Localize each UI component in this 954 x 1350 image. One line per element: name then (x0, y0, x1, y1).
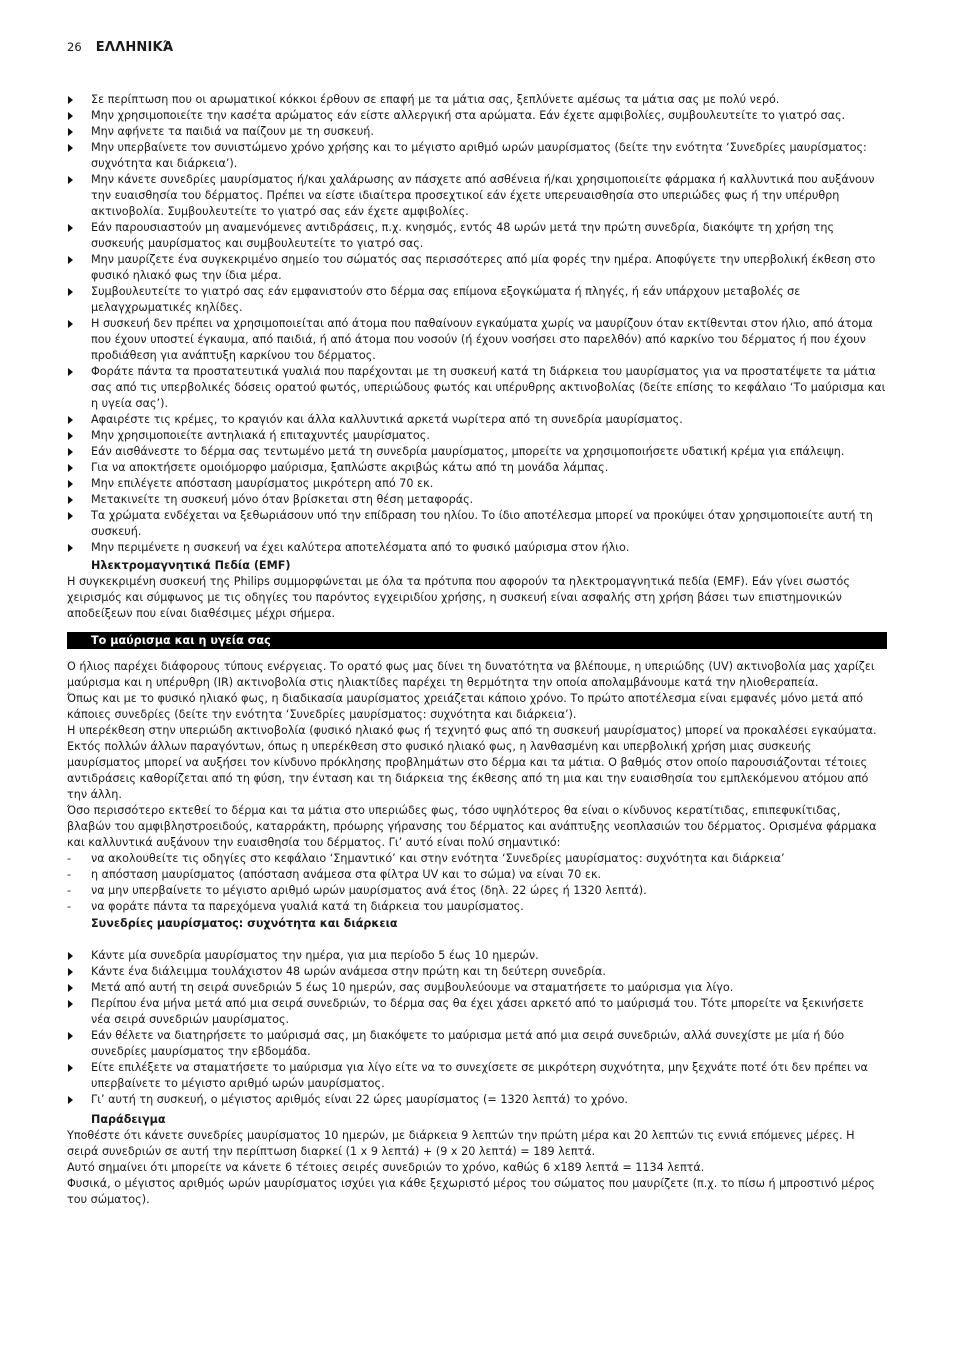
list-item: - η απόσταση μαυρίσματος (απόσταση ανάμεσα στα φίλτρα UV και το σώμα) να είναι 70 εκ. (67, 868, 602, 881)
list-item: Για να αποκτήσετε ομοιόμορφο μαύρισμα, ξαπλώστε ακριβώς κάτω από τη μονάδα λάμπας. (67, 460, 887, 476)
bullet-icon (68, 480, 73, 488)
emf-heading: Ηλεκτρομαγνητικά Πεδία (EMF) (91, 559, 291, 572)
health-paragraph: Όπως και με το φυσικό ηλιακό φως, η διαδικασία μαυρίσματος χρειάζεται κάποιο χρόνο. Το πρώτο αποτέλεσμα είναι εμφανές μόνο μετά από κάποιες συνεδρίες (δείτε την ενότητα ‘Συνεδρίες μαυρίσματος: συχνότητα και διάρκεια’). (67, 692, 864, 721)
bullet-icon (68, 1032, 73, 1040)
list-item: Μην υπερβαίνετε τον συνιστώμενο χρόνο χρήσης και το μέγιστο αριθμό ωρών μαυρίσματος (δείτε την ενότητα ‘Συνεδρίες μαυρίσματος: συχνότητα και διάρκεια’). (67, 140, 887, 172)
bullet-icon (68, 448, 73, 456)
bullet-icon (68, 128, 73, 136)
list-item: Περίπου ένα μήνα μετά από μια σειρά συνεδριών, το δέρμα σας θα έχει χάσει αρκετό από το μαύρισμά του. Τότε μπορείτε να ξεκινήσετε νέα σειρά συνεδριών μαυρίσματος. (67, 996, 887, 1028)
page-content (67, 92, 887, 1208)
bullet-icon (68, 288, 73, 296)
example-paragraph: Υποθέστε ότι κάνετε συνεδρίες μαυρίσματος 10 ημερών, με διάρκεια 9 λεπτών την πρώτη μέρα και 20 λεπτών τις εννιά επόμενες μέρες. Η σειρά συνεδριών σε αυτή την περίπτωση διαρκεί (1 x 9 λεπτά) + (9 x 20 λεπτά) = 189 λεπτά. (67, 1129, 855, 1158)
health-paragraph: Ο ήλιος παρέχει διάφορους τύπους ενέργειας. Το ορατό φως μας δίνει τη δυνατότητα να βλέπουμε, η υπεριώδης (UV) ακτινοβολία μας χαρίζει μαύρισμα και η υπέρυθρη (IR) ακτινοβολία στις ηλιακτίδες παρέχει τη θερμότητα την οποία απολαμβάνουμε κατά την ηλιοθεραπεία. (67, 660, 875, 689)
bullet-icon (68, 968, 73, 976)
list-item: Μην χρησιμοποιείτε αντηλιακά ή επιταχυντές μαυρίσματος. (67, 428, 887, 444)
list-item: - να μην υπερβαίνετε το μέγιστο αριθμό ωρών μαυρίσματος ανά έτος (δηλ. 22 ώρες ή 1320 λεπτά). (67, 884, 647, 897)
list-item: Σε περίπτωση που οι αρωματικοί κόκκοι έρθουν σε επαφή με τα μάτια σας, ξεπλύνετε αμέσως τα μάτια σας με πολύ νερό. (67, 92, 887, 108)
bullet-icon (68, 96, 73, 104)
bullet-icon (68, 464, 73, 472)
bullet-icon (68, 320, 73, 328)
bullet-icon (68, 544, 73, 552)
list-item: Μην μαυρίζετε ένα συγκεκριμένο σημείο του σώματός σας περισσότερες από μία φορές την ημέρα. Αποφύγετε την υπερβολική έκθεση στο φυσικό ηλιακό φως την ίδια μέρα. (67, 252, 887, 284)
list-item: Μην περιμένετε η συσκευή να έχει καλύτερα αποτελέσματα από το φυσικό μαύρισμα στον ήλιο. (67, 540, 887, 556)
list-item: Είτε επιλέξετε να σταματήσετε το μαύρισμα για λίγο είτε να το συνεχίσετε σε μικρότερη συχνότητα, μην ξεχνάτε ποτέ ότι δεν πρέπει να υπερβαίνετε το μέγιστο αριθμό ωρών μαυρίσματος. (67, 1060, 887, 1092)
bullet-icon (68, 144, 73, 152)
example-heading: Παράδειγμα (91, 1113, 166, 1126)
bullet-icon (68, 1000, 73, 1008)
list-item: Εάν θέλετε να διατηρήσετε το μαύρισμά σας, μη διακόψετε το μαύρισμα μετά από μια σειρά συνεδριών, αλλά συνεχίστε με μία ή δύο συνεδρίες μαυρίσματος την εβδομάδα. (67, 1028, 887, 1060)
bullet-icon (68, 1096, 73, 1104)
bullet-icon (68, 176, 73, 184)
language-heading: ΕΛΛΗΝΙΚΆ (95, 40, 174, 55)
section-title-health: Το μαύρισμα και η υγεία σας (67, 632, 887, 649)
list-item: Μην αφήνετε τα παιδιά να παίζουν με τη συσκευή. (67, 124, 887, 140)
list-item: Αφαιρέστε τις κρέμες, το κραγιόν και άλλα καλλυντικά αρκετά νωρίτερα από τη συνεδρία μαυρίσματος. (67, 412, 887, 428)
list-item: Μετά από αυτή τη σειρά συνεδριών 5 έως 10 ημερών, σας συμβουλεύουμε να σταματήσετε το μαύρισμα για λίγο. (67, 980, 887, 996)
bullet-icon (68, 512, 73, 520)
bullet-icon (68, 432, 73, 440)
list-item: Κάντε ένα διάλειμμα τουλάχιστον 48 ωρών ανάμεσα στην πρώτη και τη δεύτερη συνεδρία. (67, 964, 887, 980)
bullet-icon (68, 112, 73, 120)
example-paragraph: Αυτό σημαίνει ότι μπορείτε να κάνετε 6 τέτοιες σειρές συνεδριών το χρόνο, καθώς 6 x189 λεπτά = 1134 λεπτά. (67, 1161, 705, 1174)
sessions-list (67, 948, 887, 1108)
list-item: Συμβουλευτείτε το γιατρό σας εάν εμφανιστούν στο δέρμα σας επίμονα εξογκώματα ή πληγές, ή εάν υπάρχουν μεταβολές σε μελαγχρωματικές κηλίδες. (67, 284, 887, 316)
health-paragraph: Εκτός πολλών άλλων παραγόντων, όπως η υπερέκθεση στο φυσικό ηλιακό φως, η λανθασμένη και υπερβολική χρήση μιας συσκευής μαυρίσματος μπορεί να αυξήσει τον κίνδυνο πρόκλησης προβλημάτων στο δέρμα και τα μάτια. Ο βαθμός στον οποίο παρουσιάζονται τέτοιες αντιδράσεις καθορίζεται από τη φύση, την ένταση και τη διάρκεια της έκθεσης από τη μια και την ευαισθησία του εμπλεκόμενου ατόμου από την άλλη. (67, 740, 869, 801)
bullet-icon (68, 1064, 73, 1072)
sessions-heading: Συνεδρίες μαυρίσματος: συχνότητα και διάρκεια (91, 917, 398, 930)
list-item: Τα χρώματα ενδέχεται να ξεθωριάσουν υπό την επίδραση του ηλίου. Το ίδιο αποτέλεσμα μπορεί να προκύψει όταν χρησιμοποιείτε αυτή τη συσκευή. (67, 508, 887, 540)
list-item: Εάν παρουσιαστούν μη αναμενόμενες αντιδράσεις, π.χ. κνησμός, εντός 48 ωρών μετά την πρώτη συνεδρία, διακόψτε τη χρήση της συσκευής μαυρίσματος και συμβουλευτείτε το γιατρό σας. (67, 220, 887, 252)
bullet-icon (68, 368, 73, 376)
list-item: Εάν αισθάνεστε το δέρμα σας τεντωμένο μετά τη συνεδρία μαυρίσματος, μπορείτε να χρησιμοποιήσετε υδατική κρέμα για επάλειψη. (67, 444, 887, 460)
bullet-icon (68, 224, 73, 232)
list-item: - να φοράτε πάντα τα παρεχόμενα γυαλιά κατά τη διάρκεια του μαυρίσματος. (67, 900, 524, 913)
list-item: Γι’ αυτή τη συσκευή, ο μέγιστος αριθμός είναι 22 ώρες μαυρίσματος (= 1320 λεπτά) το χρόνο. (67, 1092, 887, 1108)
list-item: - να ακολουθείτε τις οδηγίες στο κεφάλαιο ‘Σημαντικό’ και στην ενότητα ‘Συνεδρίες μαυρίσματος: συχνότητα και διάρκεια’ (67, 852, 785, 865)
list-item: Μην χρησιμοποιείτε την κασέτα αρώματος εάν είστε αλλεργική στα αρώματα. Εάν έχετε αμφιβολίες, συμβουλευτείτε το γιατρό σας. (67, 108, 887, 124)
page-header (67, 36, 173, 55)
list-item: Κάντε μία συνεδρία μαυρίσματος την ημέρα, για μια περίοδο 5 έως 10 ημερών. (67, 948, 887, 964)
page-number: 26 (67, 40, 82, 54)
health-paragraph: Όσο περισσότερο εκτεθεί το δέρμα και τα μάτια στο υπεριώδες φως, τόσο υψηλότερος θα είναι ο κίνδυνος κερατίτιδας, επιπεφυκίτιδας, βλαβών του αμφιβληστροειδούς, καταρράκτη, πρόωρης γήρανσης του δέρματος και ανάπτυξης νεοπλασιών του δέρματος. Ορισμένα φάρμακα και καλλυντικά αυξάνουν την ευαισθησία του δέρματος. Γι’ αυτό είναι πολύ σημαντικό: (67, 804, 877, 849)
bullet-icon (68, 416, 73, 424)
list-item: Μετακινείτε τη συσκευή μόνο όταν βρίσκεται στη θέση μεταφοράς. (67, 492, 887, 508)
example-paragraph: Φυσικά, ο μέγιστος αριθμός ωρών μαυρίσματος ισχύει για κάθε ξεχωριστό μέρος του σώματος που μαυρίζετε (π.χ. το πίσω ή μπροστινό μέρος του σώματος). (67, 1177, 875, 1206)
bullet-icon (68, 984, 73, 992)
dash-list (67, 851, 887, 915)
list-item: Μην επιλέγετε απόσταση μαυρίσματος μικρότερη από 70 εκ. (67, 476, 887, 492)
list-item: Φοράτε πάντα τα προστατευτικά γυαλιά που παρέχονται με τη συσκευή κατά τη διάρκεια του μαυρίσματος για να προστατέψετε τα μάτια σας από τις υπερβολικές δόσεις ορατού φωτός, υπεριώδους φωτός και υπέρυθρης ακτινοβολίας (δείτε επίσης το κεφάλαιο ‘Το μαύρισμα και η υγεία σας’). (67, 364, 887, 412)
bullet-icon (68, 256, 73, 264)
emf-text: Η συγκεκριμένη συσκευή της Philips συμμορφώνεται με όλα τα πρότυπα που αφορούν τα ηλεκτρομαγνητικά πεδία (EMF). Εάν γίνει σωστός χειρισμός και σύμφωνος με τις οδηγίες του παρόντος εγχειριδίου χρήσης, η συσκευή είναι ασφαλής στη χρήση βάσει των επιστημονικών αποδείξεων που είναι διαθέσιμες μέχρι σήμερα. (67, 575, 850, 620)
list-item: Μην κάνετε συνεδρίες μαυρίσματος ή/και χαλάρωσης αν πάσχετε από ασθένεια ή/και χρησιμοποιείτε φάρμακα ή καλλυντικά που αυξάνουν την ευαισθησία του δέρματος. Πρέπει να είστε ιδιαίτερα προσεχτικοί εάν έχετε υπερευαισθησία στο υπεριώδες φως ή την υπέρυθρη ακτινοβολία. Συμβουλευτείτε το γιατρό σας εάν έχετε αμφιβολίες. (67, 172, 887, 220)
bullet-icon (68, 496, 73, 504)
warning-list (67, 92, 887, 556)
health-paragraph: Η υπερέκθεση στην υπεριώδη ακτινοβολία (φυσικό ηλιακό φως ή τεχνητό φως από τη συσκευή μαυρίσματος) μπορεί να προκαλέσει εγκαύματα. (67, 724, 877, 737)
bullet-icon (68, 952, 73, 960)
list-item: Η συσκευή δεν πρέπει να χρησιμοποιείται από άτομα που παθαίνουν εγκαύματα χωρίς να μαυρίζουν όταν εκτίθενται στον ήλιο, από άτομα που έχουν υποστεί έγκαυμα, από παιδιά, ή από άτομα που νοσούν (ή έχουν νοσήσει στο παρελθόν) από καρκίνο του δέρματος ή που έχουν προδιάθεση για ανάπτυξη καρκίνου του δέρματος. (67, 316, 887, 364)
